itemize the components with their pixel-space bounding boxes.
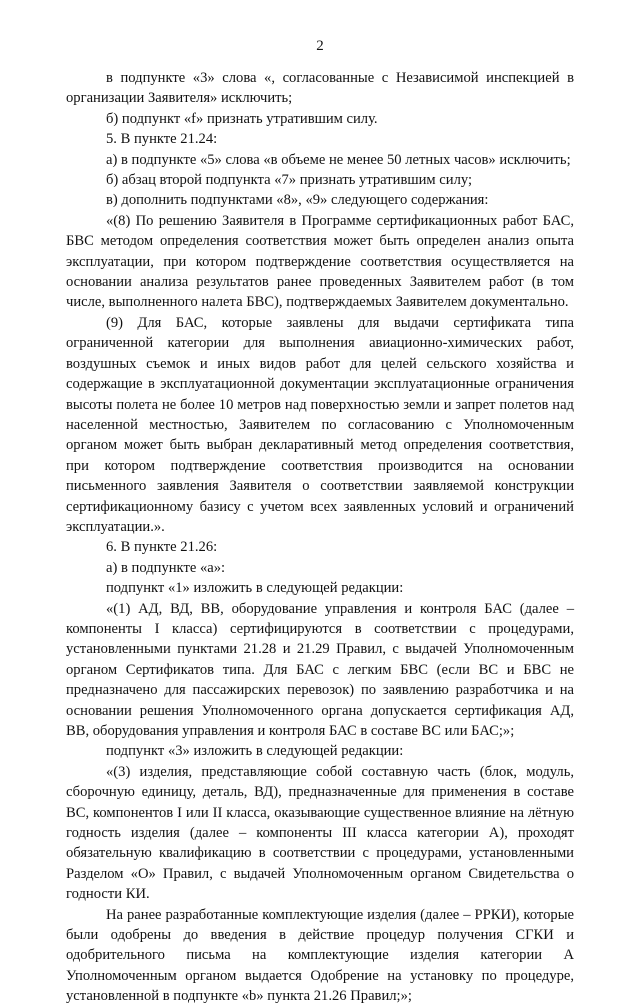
paragraph: (9) Для БАС, которые заявлены для выдачи сертификата типа ограниченной категории для выполнения авиационно-химических работ, воздушных съемок и иных видов работ для целей сельского хозяйства и содержащие в эксплуатационной документации эксплуатационные ограничения высоты полета не более 10 метров над поверхностью земли и запрет полетов над населенной местностью, Заявителем по согласованию с Уполномоченным органом может быть выбран декларативный метод определения соответствия, при котором подтверждение соответствия производится на основании письменного заявления Заявителя о соответствии заявляемой конструкции сертификационному базису с учетом всех заявленных условий и ограничений эксплуатации.». bbox=[66, 314, 574, 535]
page-number: 2 bbox=[316, 38, 324, 54]
paragraph: На ранее разработанные комплектующие изделия (далее – РРКИ), которые были одобрены до введения в действие процедур получения СГКИ и одобрительного письма на комплектующие изделия категории А Уполномоченным органом выдается Одобрение на установку по процедуре, установленной в подпункте «b» пункта 21.26 Правил;»; bbox=[66, 906, 574, 1005]
paragraph: подпункт «3» изложить в следующей редакции: bbox=[106, 743, 404, 760]
paragraph: подпункт «1» изложить в следующей редакции: bbox=[106, 580, 404, 597]
paragraph: б) абзац второй подпункта «7» признать утратившим силу; bbox=[106, 172, 473, 189]
paragraph: 5. В пункте 21.24: bbox=[106, 131, 218, 148]
paragraph: а) в подпункте «5» слова «в объеме не менее 50 летных часов» исключить; bbox=[106, 151, 571, 168]
document-body bbox=[66, 68, 574, 1007]
paragraph: а) в подпункте «a»: bbox=[106, 559, 226, 576]
paragraph: «(8) По решению Заявителя в Программе сертификационных работ БАС, БВС методом определения соответствия может быть определен анализ опыта эксплуатации, при котором подтверждение соответствия осуществляется на основании анализа результатов ранее проведенных Заявителем работ (в том числе, выполненного налета БВС), подтверждаемых Заявителем документально. bbox=[66, 212, 574, 311]
paragraph: «(1) АД, ВД, ВВ, оборудование управления и контроля БАС (далее – компоненты I класса) сертифицируются в соответствии с процедурами, установленными пунктами 21.28 и 21.29 Правил, с выдачей Уполномоченным органом Сертификатов типа. Для БАС с легким БВС (если ВС и БВС не предназначено для пассажирских перевозок) по заявлению разработчика и на основании решения Уполномоченного органа допускается сертификация АД, ВВ, оборудования управления и контроля БАС в составе ВС или БАС;»; bbox=[66, 600, 574, 739]
paragraph: 6. В пункте 21.26: bbox=[106, 539, 218, 556]
paragraph: в) дополнить подпунктами «8», «9» следующего содержания: bbox=[106, 192, 489, 209]
paragraph: в подпункте «3» слова «, согласованные с Независимой инспекцией в организации Заявителя» исключить; bbox=[66, 70, 574, 107]
paragraph: «(3) изделия, представляющие собой составную часть (блок, модуль, сборочную единицу, деталь, ВД), предназначенные для применения в составе ВС, компонентов I или II класса, оказывающие существенное влияние на лётную годность изделия (далее – компоненты III класса категории А), проходят обязательную квалификацию в соответствии с процедурами, установленными Разделом «О» Правил, с выдачей Уполномоченным органом Свидетельства о годности КИ. bbox=[66, 763, 574, 903]
paragraph: б) подпункт «f» признать утратившим силу. bbox=[106, 110, 378, 127]
